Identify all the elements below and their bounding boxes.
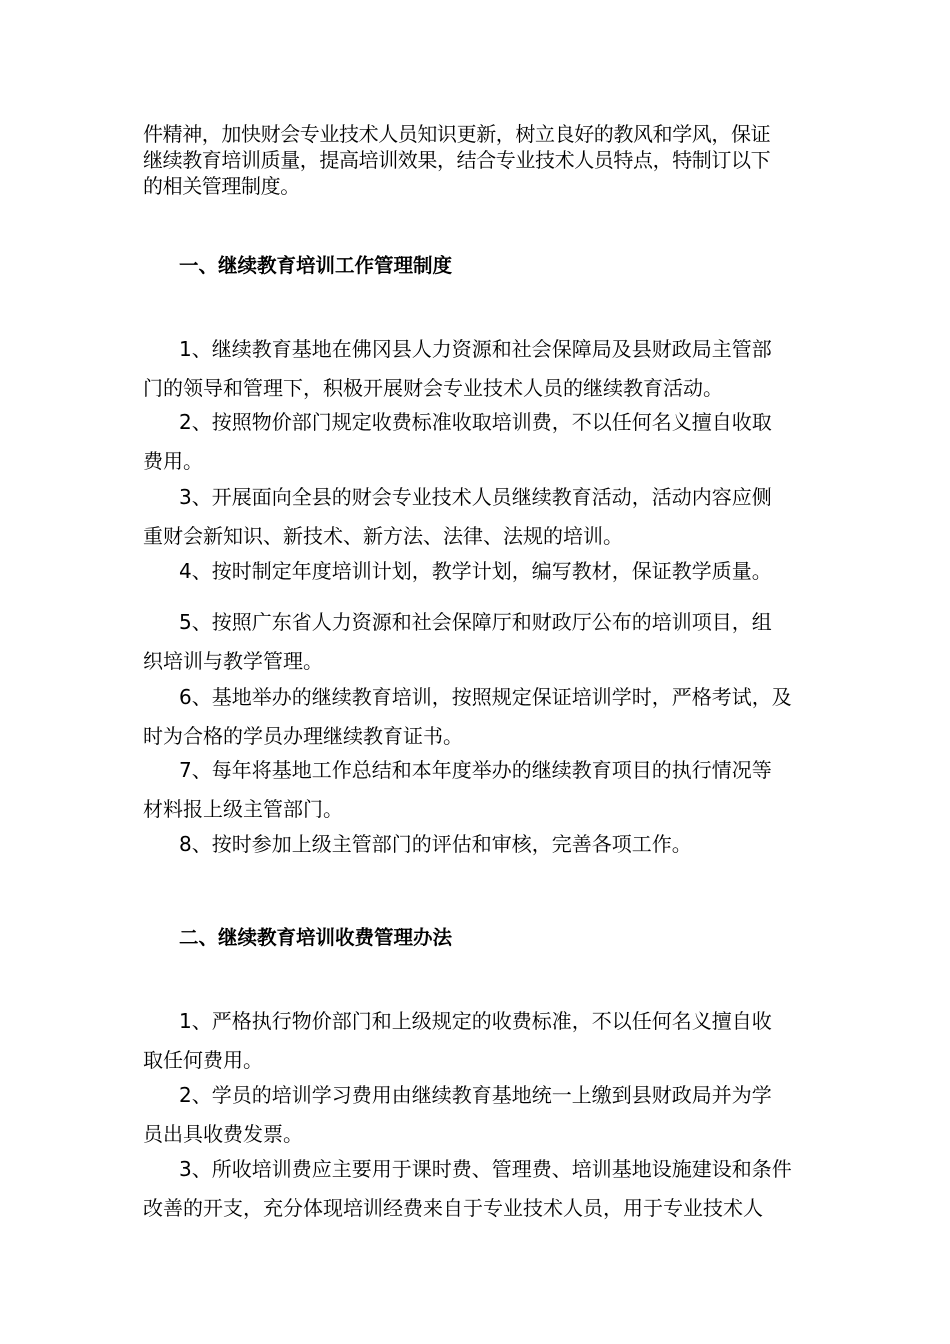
section-1-item-6 bbox=[143, 678, 843, 756]
intro-paragraph bbox=[143, 121, 843, 199]
section-1-item-2 bbox=[143, 403, 843, 481]
paragraph-line: 3、开展面向全县的财会专业技术人员继续教育活动，活动内容应侧 bbox=[179, 485, 772, 509]
paragraph-line: 1、继续教育基地在佛冈县人力资源和社会保障局及县财政局主管部 bbox=[179, 337, 772, 361]
section-1-item-3 bbox=[143, 478, 843, 556]
paragraph-line: 2、按照物价部门规定收费标准收取培训费，不以任何名义擅自收取 bbox=[179, 410, 772, 434]
section-1-item-4 bbox=[143, 552, 843, 591]
section-2-item-1 bbox=[143, 1002, 843, 1080]
paragraph-line: 2、学员的培训学习费用由继续教育基地统一上缴到县财政局并为学 bbox=[179, 1083, 772, 1107]
paragraph-line: 3、所收培训费应主要用于课时费、管理费、培训基地设施建设和条件 bbox=[179, 1157, 792, 1181]
paragraph-line: 4、按时制定年度培训计划，教学计划，编写教材，保证教学质量。 bbox=[179, 559, 772, 583]
paragraph-line: 织培训与教学管理。 bbox=[143, 649, 323, 673]
section-1-heading: 一、继续教育培训工作管理制度 bbox=[179, 254, 453, 277]
paragraph-line: 费用。 bbox=[143, 449, 203, 473]
section-2-heading: 二、继续教育培训收费管理办法 bbox=[179, 926, 453, 949]
paragraph-line: 8、按时参加上级主管部门的评估和审核，完善各项工作。 bbox=[179, 832, 692, 856]
paragraph-line: 改善的开支，充分体现培训经费来自于专业技术人员，用于专业技术人 bbox=[143, 1196, 763, 1220]
section-2-item-3 bbox=[143, 1150, 843, 1228]
paragraph-line: 材料报上级主管部门。 bbox=[143, 797, 343, 821]
paragraph-line: 1、严格执行物价部门和上级规定的收费标准，不以任何名义擅自收 bbox=[179, 1009, 772, 1033]
intro-line: 件精神，加快财会专业技术人员知识更新，树立良好的教风和学风，保证 bbox=[143, 122, 771, 146]
paragraph-line: 时为合格的学员办理继续教育证书。 bbox=[143, 724, 463, 748]
section-1-item-1 bbox=[143, 330, 843, 408]
paragraph-line: 员出具收费发票。 bbox=[143, 1122, 303, 1146]
paragraph-line: 门的领导和管理下，积极开展财会专业技术人员的继续教育活动。 bbox=[143, 376, 723, 400]
section-1-item-7 bbox=[143, 751, 843, 829]
paragraph-line: 7、每年将基地工作总结和本年度举办的继续教育项目的执行情况等 bbox=[179, 758, 772, 782]
paragraph-line: 重财会新知识、新技术、新方法、法律、法规的培训。 bbox=[143, 524, 623, 548]
section-1-item-5 bbox=[143, 603, 843, 681]
paragraph-line: 6、基地举办的继续教育培训，按照规定保证培训学时，严格考试，及 bbox=[179, 685, 792, 709]
section-2-item-2 bbox=[143, 1076, 843, 1154]
intro-line: 继续教育培训质量，提高培训效果，结合专业技术人员特点，特制订以下 bbox=[143, 148, 771, 172]
section-1-item-8 bbox=[143, 825, 843, 864]
paragraph-line: 5、按照广东省人力资源和社会保障厅和财政厅公布的培训项目，组 bbox=[179, 610, 772, 634]
intro-line: 的相关管理制度。 bbox=[143, 174, 300, 198]
paragraph-line: 取任何费用。 bbox=[143, 1048, 263, 1072]
